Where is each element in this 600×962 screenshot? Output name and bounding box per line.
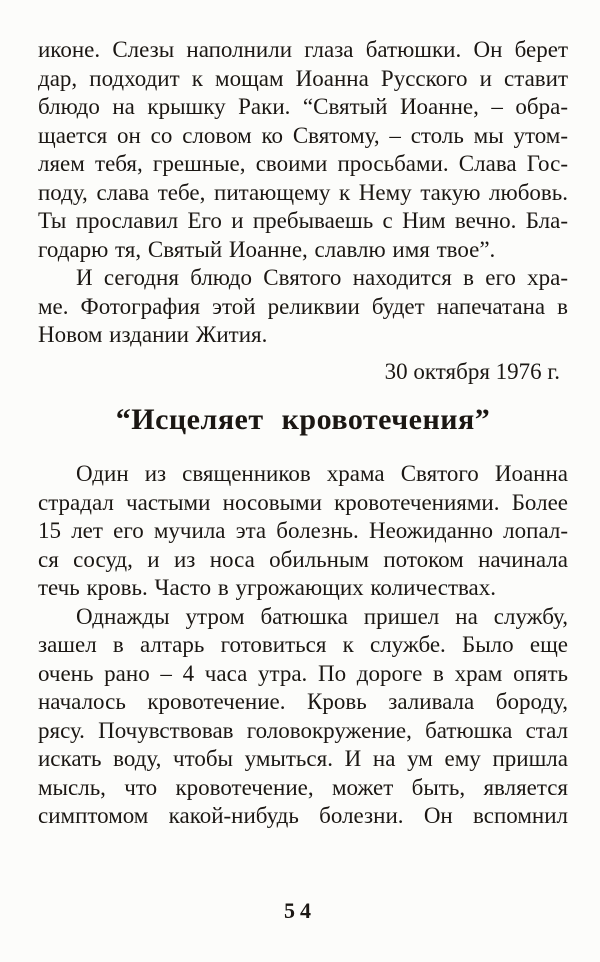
text-line: рясу. Почувствовав головокружение, батюшка стал: [38, 717, 568, 743]
text-line: ме. Фотография этой реликвии будет напечатана в: [38, 293, 568, 319]
text-line: Один из священников храма Святого Иоанна: [76, 461, 568, 486]
date-line: 30 октября 1976 г.: [384, 358, 560, 384]
text-line: зашел в алтарь готовиться к службе. Было еще: [38, 632, 568, 657]
text-line: поду, слава тебе, питающему к Нему такую любовь.: [38, 179, 568, 205]
text-line: Однажды утром батюшка пришел на службу,: [76, 603, 568, 629]
text-line: ляем тебя, грешные, своими просьбами. Слава Гос-: [38, 151, 568, 176]
text-line: мысль, что кровотечение, может быть, является: [38, 774, 568, 800]
text-line: началось кровотечение. Кровь заливала бороду,: [38, 689, 568, 714]
text-line: Новом издании Жития.: [38, 322, 268, 347]
text-line: искать воду, чтобы умыться. И на ум ему пришла: [38, 746, 568, 771]
paragraph: [38, 603, 568, 831]
text-line: страдал частыми носовыми кровотечениями. Более: [38, 489, 568, 515]
page-text: [38, 36, 568, 831]
text-line: годарю тя, Святый Иоанне, славлю имя твое”.: [38, 236, 496, 262]
text-line: дар, подходит к мощам Иоанна Русского и ставит: [38, 65, 568, 91]
text-line: блюдо на крышку Раки. “Святый Иоанне, – обра-: [38, 94, 568, 119]
paragraph: [38, 36, 568, 264]
paragraph: [38, 264, 568, 350]
text-line: щается он со словом ко Святому, – столь мы утом-: [38, 122, 568, 148]
text-line: симптомом какой-нибудь болезни. Он вспомнил: [38, 803, 568, 828]
section-heading: “Исцеляет кровотечения”: [115, 403, 491, 436]
text-line: очень рано – 4 часа утра. По дороге в храм опять: [38, 660, 568, 686]
paragraph: [38, 460, 568, 603]
text-line: И сегодня блюдо Святого находится в его хра-: [76, 265, 568, 290]
text-line: ся сосуд, и из носа обильным потоком начинала: [38, 546, 568, 572]
text-line: иконе. Слезы наполнили глаза батюшки. Он берет: [38, 37, 568, 62]
text-line: Ты прославил Его и пребываешь с Ним вечно. Бла-: [38, 208, 568, 233]
text-line: 15 лет его мучила эта болезнь. Неожиданно лопал-: [38, 518, 568, 543]
text-line: течь кровь. Часто в угрожающих количествах.: [38, 575, 497, 600]
page-number: 54: [284, 898, 316, 923]
